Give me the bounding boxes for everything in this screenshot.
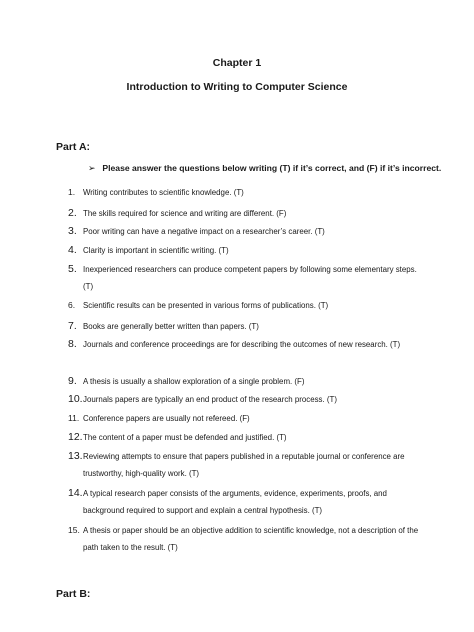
question-text: A typical research paper consists of the arguments, evidence, experiments, proofs, and background required to support and explain a central hypothesis. (T) <box>83 489 387 515</box>
question-number: 10. <box>68 393 83 405</box>
question-item <box>68 410 428 427</box>
question-item <box>68 373 428 390</box>
question-number: 15. <box>68 525 80 535</box>
question-number: 14. <box>68 487 83 499</box>
question-number: 1. <box>68 187 76 197</box>
question-item <box>68 184 428 201</box>
question-text: Scientific results can be presented in various forms of publications. (T) <box>83 301 329 310</box>
question-text: Writing contributes to scientific knowledge. (T) <box>83 188 244 197</box>
question-number: 9. <box>68 375 77 387</box>
question-item <box>68 336 428 353</box>
question-text: Clarity is important in scientific writing. (T) <box>83 246 229 255</box>
instruction-line <box>88 163 441 174</box>
question-item <box>68 485 428 519</box>
question-text: Poor writing can have a negative impact on a researcher’s career. (T) <box>83 227 325 236</box>
question-text: A thesis or paper should be an objective addition to scientific knowledge, not a description of the path taken to the result. (T) <box>83 526 419 552</box>
question-item <box>68 297 428 314</box>
question-item <box>68 522 428 556</box>
question-item <box>68 242 428 259</box>
question-text: A thesis is usually a shallow exploration of a single problem. (F) <box>83 377 305 386</box>
question-item <box>68 318 428 335</box>
question-number: 11. <box>68 413 80 423</box>
question-text: The content of a paper must be defended and justified. (T) <box>83 433 287 442</box>
chapter-heading: Chapter 1 <box>212 57 262 69</box>
question-text: Books are generally better written than papers. (T) <box>83 322 259 331</box>
question-number: 2. <box>68 207 77 219</box>
question-text: Journals and conference proceedings are for describing the outcomes of new research. (T) <box>83 340 401 349</box>
question-item <box>68 448 428 482</box>
question-number: 13. <box>68 450 83 462</box>
question-number: 4. <box>68 244 77 256</box>
part-a-heading: Part A: <box>56 141 91 153</box>
question-item <box>68 261 428 295</box>
question-text: The skills required for science and writing are different. (F) <box>83 209 287 218</box>
question-item <box>68 391 428 408</box>
part-b-heading: Part B: <box>56 588 91 600</box>
question-item <box>68 205 428 222</box>
question-text: Inexperienced researchers can produce competent papers by following some elementary steps. (T) <box>83 265 417 291</box>
question-number: 3. <box>68 225 77 237</box>
question-number: 6. <box>68 300 76 310</box>
question-number: 8. <box>68 338 77 350</box>
question-text: Conference papers are usually not refereed. (F) <box>83 414 250 423</box>
question-text: Journals papers are typically an end product of the research process. (T) <box>83 395 337 404</box>
question-number: 5. <box>68 263 77 275</box>
chapter-title: Introduction to Writing to Computer Science <box>126 81 348 93</box>
question-number: 12. <box>68 431 83 443</box>
arrow-bullet-icon: ➢ <box>88 163 96 173</box>
question-item <box>68 223 428 240</box>
question-text: Reviewing attempts to ensure that papers published in a reputable journal or conference are trustworthy, high-quality work. (T) <box>83 452 405 478</box>
question-item <box>68 429 428 446</box>
question-number: 7. <box>68 320 77 332</box>
instruction-text: Please answer the questions below writing (T) if it’s correct, and (F) if it’s incorrect. <box>102 163 442 173</box>
